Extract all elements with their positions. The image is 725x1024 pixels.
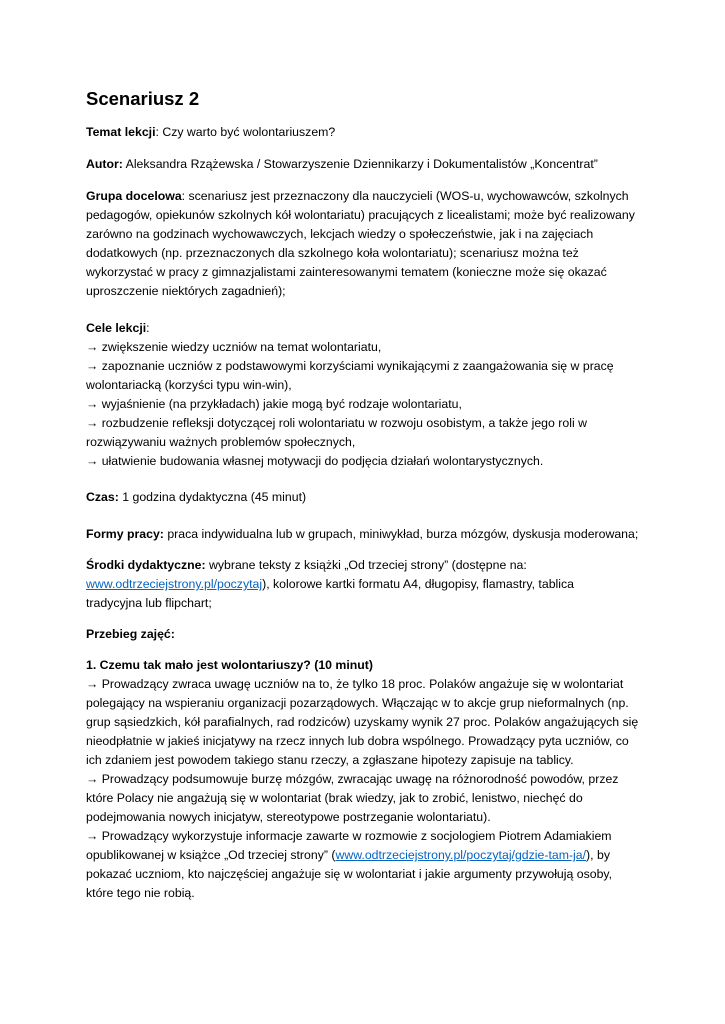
section-1-text: pokazać uczniom, kto najczęściej angażuje się w wolontariat i jakie argumenty przywołują osoby, (86, 867, 613, 881)
section-1-text: Prowadzący podsumowuje burzę mózgów, zwracając uwagę na różnorodność powodów, przez (98, 772, 619, 786)
goals-paragraph (86, 319, 646, 471)
section-1 (86, 656, 646, 903)
goal-text: zapoznanie uczniów z podstawowymi korzyściami wynikającymi z zaangażowania się w pracę (98, 359, 614, 373)
gdzie-tam-ja-link[interactable]: www.odtrzeciejstrony.pl/poczytaj/gdzie-tam-ja/ (335, 848, 587, 862)
topic-paragraph (86, 123, 646, 142)
goal-item (86, 414, 646, 433)
section-1-text: które tego nie robią. (86, 886, 195, 900)
goal-item (86, 452, 646, 471)
materials-paragraph (86, 556, 646, 613)
goal-item (86, 357, 646, 376)
materials-text: tradycyjna lub flipchart; (86, 596, 212, 610)
target-group-line: pedagogów, opiekunów szkolnych kół wolontariatu) pracujących z licealistami; może być realizowany (86, 208, 635, 222)
section-1-text: nieodpłatnie w jakieś inicjatywy na rzecz innych lub dobra wspólnego. Prowadzący pyta uczniów, co (86, 734, 629, 748)
topic-label: Temat lekcji (86, 125, 156, 139)
arrow-right-icon: → (86, 772, 99, 786)
target-group-label: Grupa docelowa (86, 189, 182, 203)
section-1-text: które Polacy nie angażują się w wolontariat (brak wiedzy, jak to zrobić, lenistwo, niechęć do (86, 791, 583, 805)
arrow-right-icon: → (86, 397, 99, 411)
arrow-right-icon: → (86, 416, 99, 430)
goal-text: wyjaśnienie (na przykładach) jakie mogą być rodzaje wolontariatu, (98, 397, 462, 411)
section-1-text: podejmowania nowych inicjatyw, stereotypowe postrzeganie wolontariatu). (86, 810, 491, 824)
section-1-heading: 1. Czemu tak mało jest wolontariuszy? (10 minut) (86, 658, 373, 672)
materials-text: ), kolorowe kartki formatu A4, długopisy, flamastry, tablica (262, 577, 574, 591)
goal-item-continued (86, 376, 646, 395)
materials-label: Środki dydaktyczne: (86, 558, 206, 572)
target-group-paragraph (86, 187, 646, 301)
work-forms-label: Formy pracy: (86, 527, 164, 541)
author-paragraph (86, 155, 646, 174)
goal-text: ułatwienie budowania własnej motywacji do podjęcia działań wolontarystycznych. (98, 454, 544, 468)
section-1-text: Prowadzący zwraca uwagę uczniów na to, że tylko 18 proc. Polaków angażuje się w wolontariat (98, 677, 624, 691)
target-group-line: dodatkowych (np. przeznaczonych dla szkolnego koła wolontariatu); scenariusz można też (86, 246, 579, 260)
target-group-line: zarówno na godzinach wychowawczych, lekcjach wiedzy o społeczeństwie, jak i na zajęciach (86, 227, 594, 241)
goal-text: wolontariacką (korzyści typu win-win), (86, 378, 292, 392)
section-1-text: ), by (586, 848, 610, 862)
topic-text: : Czy warto być wolontariuszem? (155, 125, 336, 139)
arrow-right-icon: → (86, 677, 99, 691)
section-1-text: grup sąsiedzkich, kół parafialnych, rad rodziców) uzyskamy wynik 27 proc. Polaków angażujących się (86, 715, 639, 729)
section-1-text: polegający na wspieraniu organizacji pozarządowych. Włączając w to akcje grup nieformalnych (np. (86, 696, 629, 710)
arrow-right-icon: → (86, 359, 99, 373)
target-group-line: uproszczenie niektórych zagadnień); (86, 284, 286, 298)
arrow-right-icon: → (86, 829, 99, 843)
goal-item-continued (86, 433, 646, 452)
work-forms-paragraph (86, 525, 646, 544)
materials-text: wybrane teksty z książki „Od trzeciej strony” (dostępne na: (205, 558, 527, 572)
poczytaj-link[interactable]: www.odtrzeciejstrony.pl/poczytaj (86, 577, 263, 591)
work-forms-text: praca indywidualna lub w grupach, miniwykład, burza mózgów, dyskusja moderowana; (163, 527, 639, 541)
goal-text: zwiększenie wiedzy uczniów na temat wolontariatu, (98, 340, 382, 354)
target-group-line: wykorzystać w pracy z gimnazjalistami zainteresowanymi tematem (konieczne może się okazać (86, 265, 607, 279)
author-label: Autor: (86, 157, 123, 171)
target-group-line: : scenariusz jest przeznaczony dla nauczycieli (WOS-u, wychowawców, szkolnych (181, 189, 629, 203)
time-label: Czas: (86, 490, 119, 504)
section-1-text: ich zdaniem jest powodem takiego stanu rzeczy, a zgłaszane hipotezy zapisuje na tablicy. (86, 753, 574, 767)
lesson-flow-heading: Przebieg zajęć: (86, 627, 175, 641)
section-1-text: opublikowanej w książce „Od trzeciej strony” ( (86, 848, 336, 862)
goal-item (86, 338, 646, 357)
goal-text: rozbudzenie refleksji dotyczącej roli wolontariatu w rozwoju osobistym, a także jego roli w (98, 416, 587, 430)
time-text: 1 godzina dydaktyczna (45 minut) (118, 490, 307, 504)
goals-label: Cele lekcji (86, 321, 147, 335)
goals-colon: : (146, 321, 150, 335)
goal-item (86, 395, 646, 414)
time-paragraph (86, 488, 646, 507)
author-text: Aleksandra Rzążewska / Stowarzyszenie Dziennikarzy i Dokumentalistów „Koncentrat” (122, 157, 598, 171)
section-1-text: Prowadzący wykorzystuje informacje zawarte w rozmowie z socjologiem Piotrem Adamiakiem (98, 829, 612, 843)
page-title: Scenariusz 2 (86, 88, 200, 109)
arrow-right-icon: → (86, 454, 99, 468)
goal-text: rozwiązywaniu ważnych problemów społecznych, (86, 435, 356, 449)
arrow-right-icon: → (86, 340, 99, 354)
